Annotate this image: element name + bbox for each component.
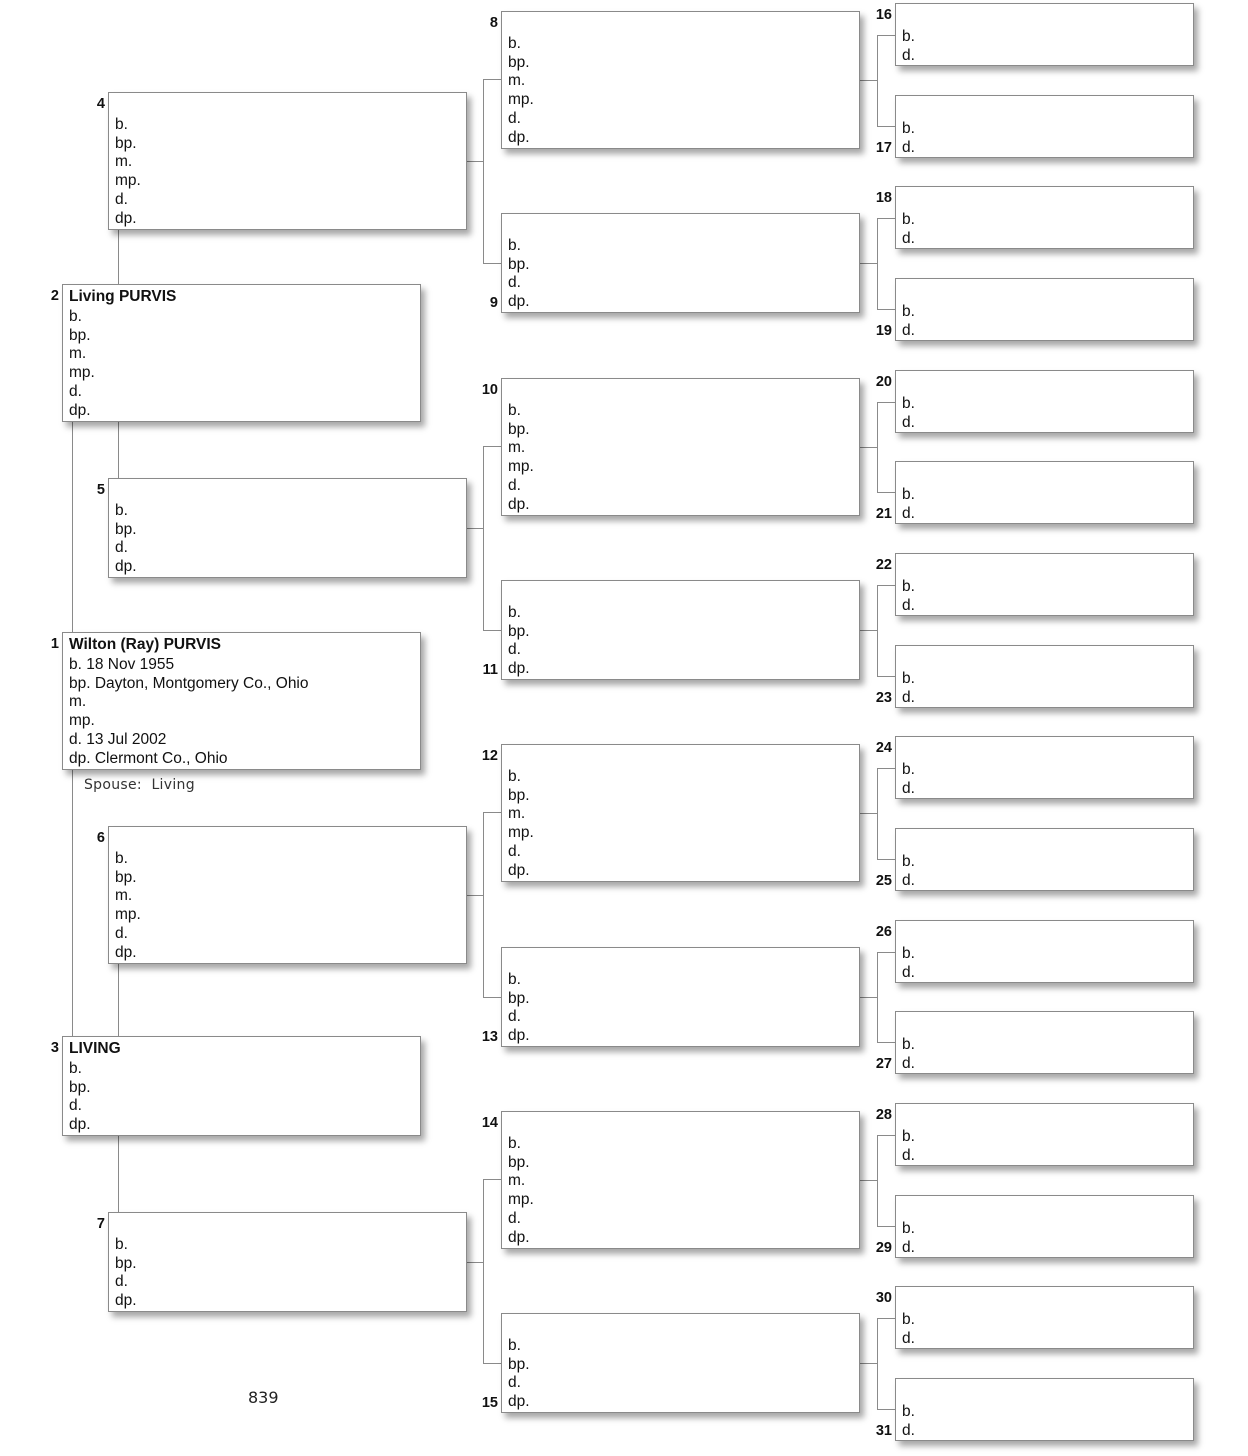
connector-3-6 xyxy=(118,964,119,1036)
person-field: b. xyxy=(508,35,521,52)
person-box-24[interactable] xyxy=(895,736,1194,799)
connector-14 xyxy=(860,1180,877,1181)
person-number: 23 xyxy=(875,690,892,706)
person-field: m. xyxy=(508,1172,526,1190)
connector-15-30 xyxy=(877,1318,895,1319)
person-field: d. xyxy=(902,688,915,706)
person-field: d. xyxy=(115,190,128,208)
person-field: d. xyxy=(902,1329,915,1347)
connector-5 xyxy=(467,528,483,529)
person-field: d. xyxy=(508,476,521,494)
connector-12 xyxy=(860,813,877,814)
person-field: bp. xyxy=(69,326,91,344)
connector-13 xyxy=(860,997,877,998)
person-field: b. xyxy=(902,1128,915,1145)
person-number: 21 xyxy=(875,506,892,522)
connector-10-21 xyxy=(877,492,895,493)
person-field: bp. xyxy=(508,786,530,804)
person-field: d. xyxy=(508,109,521,127)
person-number: 8 xyxy=(489,15,498,31)
person-field: bp. xyxy=(508,1153,530,1171)
connector-8-17 xyxy=(877,126,895,127)
connector-11-children xyxy=(877,585,878,676)
person-field: b. xyxy=(902,1403,915,1420)
connector-6-12 xyxy=(483,812,501,813)
person-field: dp. xyxy=(69,1116,91,1134)
person-number: 20 xyxy=(875,374,892,390)
person-field: mp. xyxy=(69,712,95,730)
person-field: dp. xyxy=(115,558,137,576)
person-field: m. xyxy=(69,693,87,711)
person-field: b. xyxy=(69,308,82,325)
person-field: d. xyxy=(902,321,915,339)
person-field: d. xyxy=(508,1008,521,1026)
person-field: bp. Dayton, Montgomery Co., Ohio xyxy=(69,674,309,692)
person-field: b. xyxy=(115,502,128,519)
person-box-2[interactable] xyxy=(62,284,421,422)
person-box-12[interactable] xyxy=(501,744,860,882)
person-field: dp. xyxy=(508,128,530,146)
person-number: 16 xyxy=(875,7,892,23)
page-number: 839 xyxy=(248,1388,279,1407)
person-field: dp. xyxy=(115,1292,137,1310)
person-field: b. xyxy=(902,1220,915,1237)
person-field: d. xyxy=(902,413,915,431)
person-field: b. xyxy=(69,1060,82,1077)
person-number: 1 xyxy=(50,636,59,652)
connector-14-28 xyxy=(877,1135,895,1136)
person-field: dp. xyxy=(508,1393,530,1411)
person-field: bp. xyxy=(69,1078,91,1096)
person-field: b. xyxy=(508,768,521,785)
person-field: bp. xyxy=(508,622,530,640)
person-field: dp. Clermont Co., Ohio xyxy=(69,749,228,767)
connector-6 xyxy=(467,895,483,896)
connector-4-8 xyxy=(483,79,501,80)
person-box-19[interactable] xyxy=(895,278,1194,341)
person-box-13[interactable] xyxy=(501,947,860,1047)
person-box-15[interactable] xyxy=(501,1313,860,1413)
connector-8-16 xyxy=(877,35,895,36)
connector-1-3 xyxy=(72,770,73,1036)
person-field: b. xyxy=(902,761,915,778)
person-field: d. xyxy=(115,539,128,557)
person-field: b. xyxy=(902,578,915,595)
person-field: mp. xyxy=(508,458,534,476)
person-field: b. xyxy=(508,402,521,419)
person-field: d. xyxy=(508,274,521,292)
person-box-26[interactable] xyxy=(895,920,1194,983)
connector-4-children xyxy=(483,79,484,263)
person-field: m. xyxy=(115,153,133,171)
person-number: 27 xyxy=(875,1056,892,1072)
connector-10-children xyxy=(877,402,878,492)
person-field: d. xyxy=(902,1421,915,1439)
person-field: b. xyxy=(902,211,915,228)
person-field: mp. xyxy=(115,906,141,924)
person-name: Wilton (Ray) PURVIS xyxy=(69,636,222,653)
person-field: b. xyxy=(115,1236,128,1253)
person-box-25[interactable] xyxy=(895,828,1194,891)
person-box-1[interactable] xyxy=(62,632,421,770)
connector-5-10 xyxy=(483,446,501,447)
person-field: b. xyxy=(902,1311,915,1328)
person-field: d. 13 Jul 2002 xyxy=(69,730,167,748)
person-number: 18 xyxy=(875,190,892,206)
person-box-17[interactable] xyxy=(895,95,1194,158)
connector-6-children xyxy=(483,812,484,997)
person-field: d. xyxy=(902,229,915,247)
person-field: d. xyxy=(902,1146,915,1164)
person-field: d. xyxy=(902,779,915,797)
person-field: b. xyxy=(902,486,915,503)
person-box-6[interactable] xyxy=(108,826,467,964)
person-box-23[interactable] xyxy=(895,645,1194,708)
connector-9-children xyxy=(877,218,878,309)
person-number: 6 xyxy=(96,830,105,846)
person-field: d. xyxy=(902,963,915,981)
connector-13-children xyxy=(877,952,878,1042)
person-field: bp. xyxy=(508,1355,530,1373)
person-name: LIVING xyxy=(69,1040,121,1057)
person-field: b. xyxy=(902,1036,915,1053)
person-field: m. xyxy=(508,439,526,457)
person-number: 4 xyxy=(96,96,105,112)
connector-8-children xyxy=(877,35,878,126)
person-field: b. xyxy=(508,1135,521,1152)
person-field: d. xyxy=(115,924,128,942)
person-field: m. xyxy=(508,805,526,823)
connector-9 xyxy=(860,263,877,264)
connector-15 xyxy=(860,1363,877,1364)
person-number: 30 xyxy=(875,1290,892,1306)
person-box-8[interactable] xyxy=(501,11,860,149)
person-field: mp. xyxy=(69,364,95,382)
connector-11 xyxy=(860,630,877,631)
person-number: 26 xyxy=(875,924,892,940)
person-box-10[interactable] xyxy=(501,378,860,516)
person-number: 29 xyxy=(875,1240,892,1256)
person-box-3[interactable] xyxy=(62,1036,421,1136)
person-field: dp. xyxy=(508,293,530,311)
person-number: 9 xyxy=(489,295,498,311)
person-field: b. xyxy=(902,120,915,137)
person-field: mp. xyxy=(508,824,534,842)
person-number: 31 xyxy=(875,1423,892,1439)
person-box-30[interactable] xyxy=(895,1286,1194,1349)
person-field: dp. xyxy=(115,209,137,227)
person-box-21[interactable] xyxy=(895,461,1194,524)
person-box-20[interactable] xyxy=(895,370,1194,433)
person-field: m. xyxy=(69,345,87,363)
person-number: 19 xyxy=(875,323,892,339)
person-field: bp. xyxy=(115,134,137,152)
person-field: d. xyxy=(508,842,521,860)
connector-4 xyxy=(467,161,483,162)
person-field: mp. xyxy=(115,172,141,190)
connector-9-18 xyxy=(877,218,895,219)
person-field: d. xyxy=(69,382,82,400)
person-number: 14 xyxy=(481,1115,498,1131)
connector-9-19 xyxy=(877,309,895,310)
person-number: 2 xyxy=(50,288,59,304)
person-field: d. xyxy=(902,596,915,614)
person-field: b. xyxy=(902,670,915,687)
person-number: 22 xyxy=(875,557,892,573)
person-number: 10 xyxy=(481,382,498,398)
connector-12-25 xyxy=(877,859,895,860)
person-field: bp. xyxy=(115,868,137,886)
person-number: 13 xyxy=(481,1029,498,1045)
person-field: d. xyxy=(69,1097,82,1115)
person-field: dp. xyxy=(508,495,530,513)
person-field: d. xyxy=(902,1238,915,1256)
person-field: d. xyxy=(508,641,521,659)
connector-2-4 xyxy=(118,230,119,284)
person-box-28[interactable] xyxy=(895,1103,1194,1166)
connector-2-5 xyxy=(118,422,119,478)
person-box-4[interactable] xyxy=(108,92,467,230)
person-field: d. xyxy=(508,1374,521,1392)
person-field: dp. xyxy=(508,660,530,678)
person-box-16[interactable] xyxy=(895,3,1194,66)
connector-5-11 xyxy=(483,630,501,631)
person-box-29[interactable] xyxy=(895,1195,1194,1258)
person-name: Living PURVIS xyxy=(69,288,177,305)
person-field: b. xyxy=(508,1337,521,1354)
connector-7-15 xyxy=(483,1363,501,1364)
connector-10-20 xyxy=(877,402,895,403)
connector-13-27 xyxy=(877,1042,895,1043)
connector-11-22 xyxy=(877,585,895,586)
person-field: bp. xyxy=(508,989,530,1007)
person-field: bp. xyxy=(115,520,137,538)
person-field: b. xyxy=(115,116,128,133)
person-field: b. xyxy=(508,604,521,621)
person-field: m. xyxy=(508,72,526,90)
person-field: b. xyxy=(508,237,521,254)
connector-1-2 xyxy=(72,422,73,632)
person-box-31[interactable] xyxy=(895,1378,1194,1441)
connector-14-29 xyxy=(877,1226,895,1227)
connector-6-13 xyxy=(483,997,501,998)
connector-3-7 xyxy=(118,1136,119,1212)
connector-11-23 xyxy=(877,676,895,677)
connector-12-children xyxy=(877,768,878,859)
person-field: mp. xyxy=(508,91,534,109)
connector-7 xyxy=(467,1262,483,1263)
person-field: d. xyxy=(115,1273,128,1291)
person-field: bp. xyxy=(508,53,530,71)
person-field: d. xyxy=(902,871,915,889)
spouse-line xyxy=(84,777,195,793)
person-number: 5 xyxy=(96,482,105,498)
person-number: 11 xyxy=(482,662,498,678)
person-field: b. xyxy=(902,853,915,870)
person-box-9[interactable] xyxy=(501,213,860,313)
person-field: dp. xyxy=(508,1027,530,1045)
connector-15-children xyxy=(877,1318,878,1409)
connector-7-14 xyxy=(483,1179,501,1180)
person-number: 17 xyxy=(875,140,892,156)
person-number: 12 xyxy=(481,748,498,764)
connector-7-children xyxy=(483,1179,484,1363)
person-field: d. xyxy=(902,46,915,64)
person-box-11[interactable] xyxy=(501,580,860,680)
person-number: 15 xyxy=(481,1395,498,1411)
connector-13-26 xyxy=(877,952,895,953)
person-number: 3 xyxy=(50,1040,59,1056)
person-field: b. xyxy=(902,28,915,45)
person-field: dp. xyxy=(508,1228,530,1246)
person-field: b. 18 Nov 1955 xyxy=(69,656,175,673)
person-number: 25 xyxy=(875,873,892,889)
person-field: dp. xyxy=(508,861,530,879)
person-field: d. xyxy=(508,1209,521,1227)
connector-10 xyxy=(860,447,877,448)
person-field: b. xyxy=(902,945,915,962)
person-number: 24 xyxy=(875,740,892,756)
person-box-14[interactable] xyxy=(501,1111,860,1249)
person-box-27[interactable] xyxy=(895,1011,1194,1074)
person-field: d. xyxy=(902,1054,915,1072)
person-field: d. xyxy=(902,504,915,522)
spouse-value: Living xyxy=(151,777,195,793)
person-field: d. xyxy=(902,138,915,156)
person-field: m. xyxy=(115,887,133,905)
person-field: b. xyxy=(115,850,128,867)
person-field: bp. xyxy=(115,1254,137,1272)
person-field: dp. xyxy=(69,401,91,419)
person-field: dp. xyxy=(115,943,137,961)
person-field: b. xyxy=(902,395,915,412)
person-field: bp. xyxy=(508,420,530,438)
person-number: 28 xyxy=(875,1107,892,1123)
connector-15-31 xyxy=(877,1409,895,1410)
spouse-label: Spouse: xyxy=(84,777,142,793)
person-field: mp. xyxy=(508,1191,534,1209)
connector-5-children xyxy=(483,446,484,630)
connector-8 xyxy=(860,80,877,81)
person-field: b. xyxy=(508,971,521,988)
person-box-22[interactable] xyxy=(895,553,1194,616)
person-field: bp. xyxy=(508,255,530,273)
person-box-7[interactable] xyxy=(108,1212,467,1312)
person-field: b. xyxy=(902,303,915,320)
person-box-5[interactable] xyxy=(108,478,467,578)
person-number: 7 xyxy=(96,1216,105,1232)
connector-4-9 xyxy=(483,263,501,264)
connector-12-24 xyxy=(877,768,895,769)
person-box-18[interactable] xyxy=(895,186,1194,249)
connector-14-children xyxy=(877,1135,878,1226)
